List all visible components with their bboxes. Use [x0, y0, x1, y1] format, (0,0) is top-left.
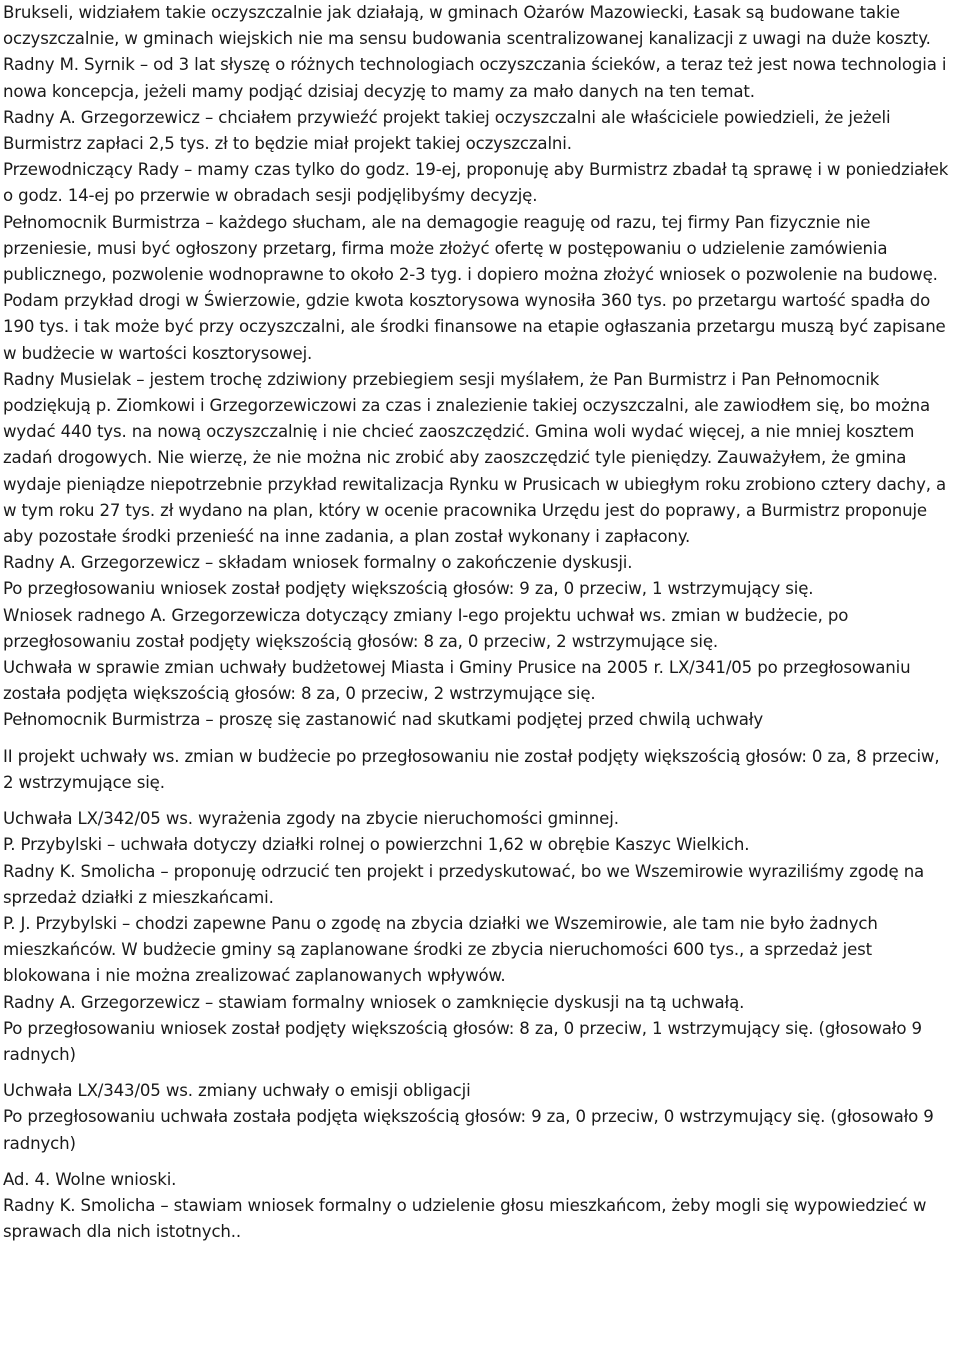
paragraph-uchwala-342: Uchwała LX/342/05 ws. wyrażenia zgody na zbycie nieruchomości gminnej.: [3, 809, 619, 829]
paragraph-pelnomocnik-demagogie: Pełnomocnik Burmistrza – każdego słucham, ale na demagogie reaguję od razu, tej firmy Pan fizycznie nie przeniesie, musi być ogłoszony przetarg, firma może złożyć ofertę w postępowaniu o udzielenie zamówienia publicznego, pozwolenie wodnoprawne to około 2-3 tyg. i dopiero można złożyć wniosek o pozwolenie na budowę. Podam przykład drogi w Świerzowie, gdzie kwota kosztorysowa wynosiła 360 tys. po przetargu wartość spadła do 190 tys. i tak może być przy oczyszczalni, ale środki finansowe na etapie ogłaszania przetargu muszą być zapisane w budżecie w wartości kosztorysowej.: [3, 212, 946, 363]
paragraph-przybylski-dzialka: P. Przybylski – uchwała dotyczy działki rolnej o powierzchni 1,62 w obrębie Kaszyc Wielkich.: [3, 835, 750, 855]
paragraph-wniosek-zmiany: Wniosek radnego A. Grzegorzewicza dotyczący zmiany I-ego projektu uchwał ws. zmian w budżecie, po przegłosowaniu został podjęty większością głosów: 8 za, 0 przeciw, 2 wstrzymujące się.: [3, 605, 849, 651]
paragraph-brukseli: Brukseli, widziałem takie oczyszczalnie jak działają, w gminach Ożarów Mazowiecki, Łasak są budowane takie oczyszczalnie, w gminach wiejskich nie ma sensu budowania scentralizowanej kanalizacji z uwagi na duże koszty.: [3, 3, 931, 49]
paragraph-grzegorzewicz-projekt: Radny A. Grzegorzewicz – chciałem przywieźć projekt takiej oczyszczalni ale właściciele powiedzieli, że jeżeli Burmistrz zapłaci 2,5 tys. zł to będzie miał projekt takiej oczyszczalni.: [3, 107, 891, 154]
paragraph-vote-3: Po przegłosowaniu uchwała została podjęta większością głosów: 9 za, 0 przeciw, 0 wstrzymujący się. (głosowało 9 radnych): [3, 1107, 934, 1153]
paragraph-smolicha-wniosek: Radny K. Smolicha – stawiam wniosek formalny o udzielenie głosu mieszkańcom, żeby mogli się wypowiedzieć w sprawach dla nich istotnych..: [3, 1195, 927, 1242]
paragraph-uchwala-341: Uchwała w sprawie zmian uchwały budżetowej Miasta i Gminy Prusice na 2005 r. LX/341/05 po przegłosowaniu została podjęta większością głosów: 8 za, 0 przeciw, 2 wstrzymujące się.: [3, 658, 911, 704]
paragraph-grzegorzewicz-zamkniecie: Radny A. Grzegorzewicz – stawiam formalny wniosek o zamknięcie dyskusji na tą uchwałą.: [3, 992, 745, 1012]
paragraph-wolne-wnioski: Ad. 4. Wolne wnioski.: [3, 1169, 177, 1189]
paragraph-ii-projekt: II projekt uchwały ws. zmian w budżecie po przegłosowaniu nie został podjęty większością głosów: 0 za, 8 przeciw, 2 wstrzymujące się.: [3, 746, 940, 792]
paragraph-przybylski-wszemirow: P. J. Przybylski – chodzi zapewne Panu o zgodę na zbycia działki we Wszemirowie, ale tam nie było żadnych mieszkańców. W budżecie gminy są zaplanowane środki ze zbycia nieruchomości 600 tys., a sprzedaż jest blokowana i nie można zrealizować zaplanowanych wpływów.: [3, 913, 878, 986]
paragraph-uchwala-343: Uchwała LX/343/05 ws. zmiany uchwały o emisji obligacji: [3, 1081, 471, 1101]
paragraph-pelnomocnik-skutki: Pełnomocnik Burmistrza – proszę się zastanowić nad skutkami podjętej przed chwilą uchwały: [3, 710, 764, 730]
paragraph-musielak: Radny Musielak – jestem trochę zdziwiony przebiegiem sesji myślałem, że Pan Burmistrz i Pan Pełnomocnik podziękują p. Ziomkowi i Grzegorzewiczowi za czas i znalezienie takiej oczyszczalni, ale zawiodłem się, bo można wydać 440 tys. na nową oczyszczalnię i nie chcieć zaoszczędzić. Gmina woli wydać więcej, a nie mniej kosztem zadań drogowych. Nie wierzę, że nie można nic zrobić aby zaoszczędzić tyle pieniędzy. Zauważyłem, że gmina wydaje pieniądze niepotrzebnie przykład rewitalizacja Rynku w Prusicach w ubiegłym roku zrobiono cztery dachy, a w tym roku 27 tys. zł wydano na plan, który w ocenie pracownika Urzędu jest do poprawy, a Burmistrz proponuje aby pozostałe środki przenieść na inne zadania, a plan został wykonany i zapłacony.: [3, 369, 947, 547]
paragraph-grzegorzewicz-wniosek: Radny A. Grzegorzewicz – składam wniosek formalny o zakończenie dyskusji.: [3, 553, 633, 573]
paragraph-vote-1: Po przegłosowaniu wniosek został podjęty większością głosów: 9 za, 0 przeciw, 1 wstrzymujący się.: [3, 579, 814, 599]
paragraph-syrnik: Radny M. Syrnik – od 3 lat słyszę o różnych technologiach oczyszczania ścieków, a teraz też jest nowa technologia i nowa koncepcja, jeżeli mamy podjąć dzisiaj decyzję to mamy za mało danych na ten temat.: [3, 55, 947, 101]
paragraph-przewodniczacy: Przewodniczący Rady – mamy czas tylko do godz. 19-ej, proponuję aby Burmistrz zbadał tą sprawę i w poniedziałek o godz. 14-ej po przerwie w obradach sesji podjęlibyśmy decyzję.: [3, 160, 949, 206]
paragraph-smolicha-odrzucic: Radny K. Smolicha – proponuję odrzucić ten projekt i przedyskutować, bo we Wszemirowie wyraziliśmy zgodę na sprzedaż działki z mieszkańcami.: [3, 861, 925, 907]
paragraph-vote-2: Po przegłosowaniu wniosek został podjęty większością głosów: 8 za, 0 przeciw, 1 wstrzymujący się. (głosowało 9 radnych): [3, 1018, 922, 1064]
